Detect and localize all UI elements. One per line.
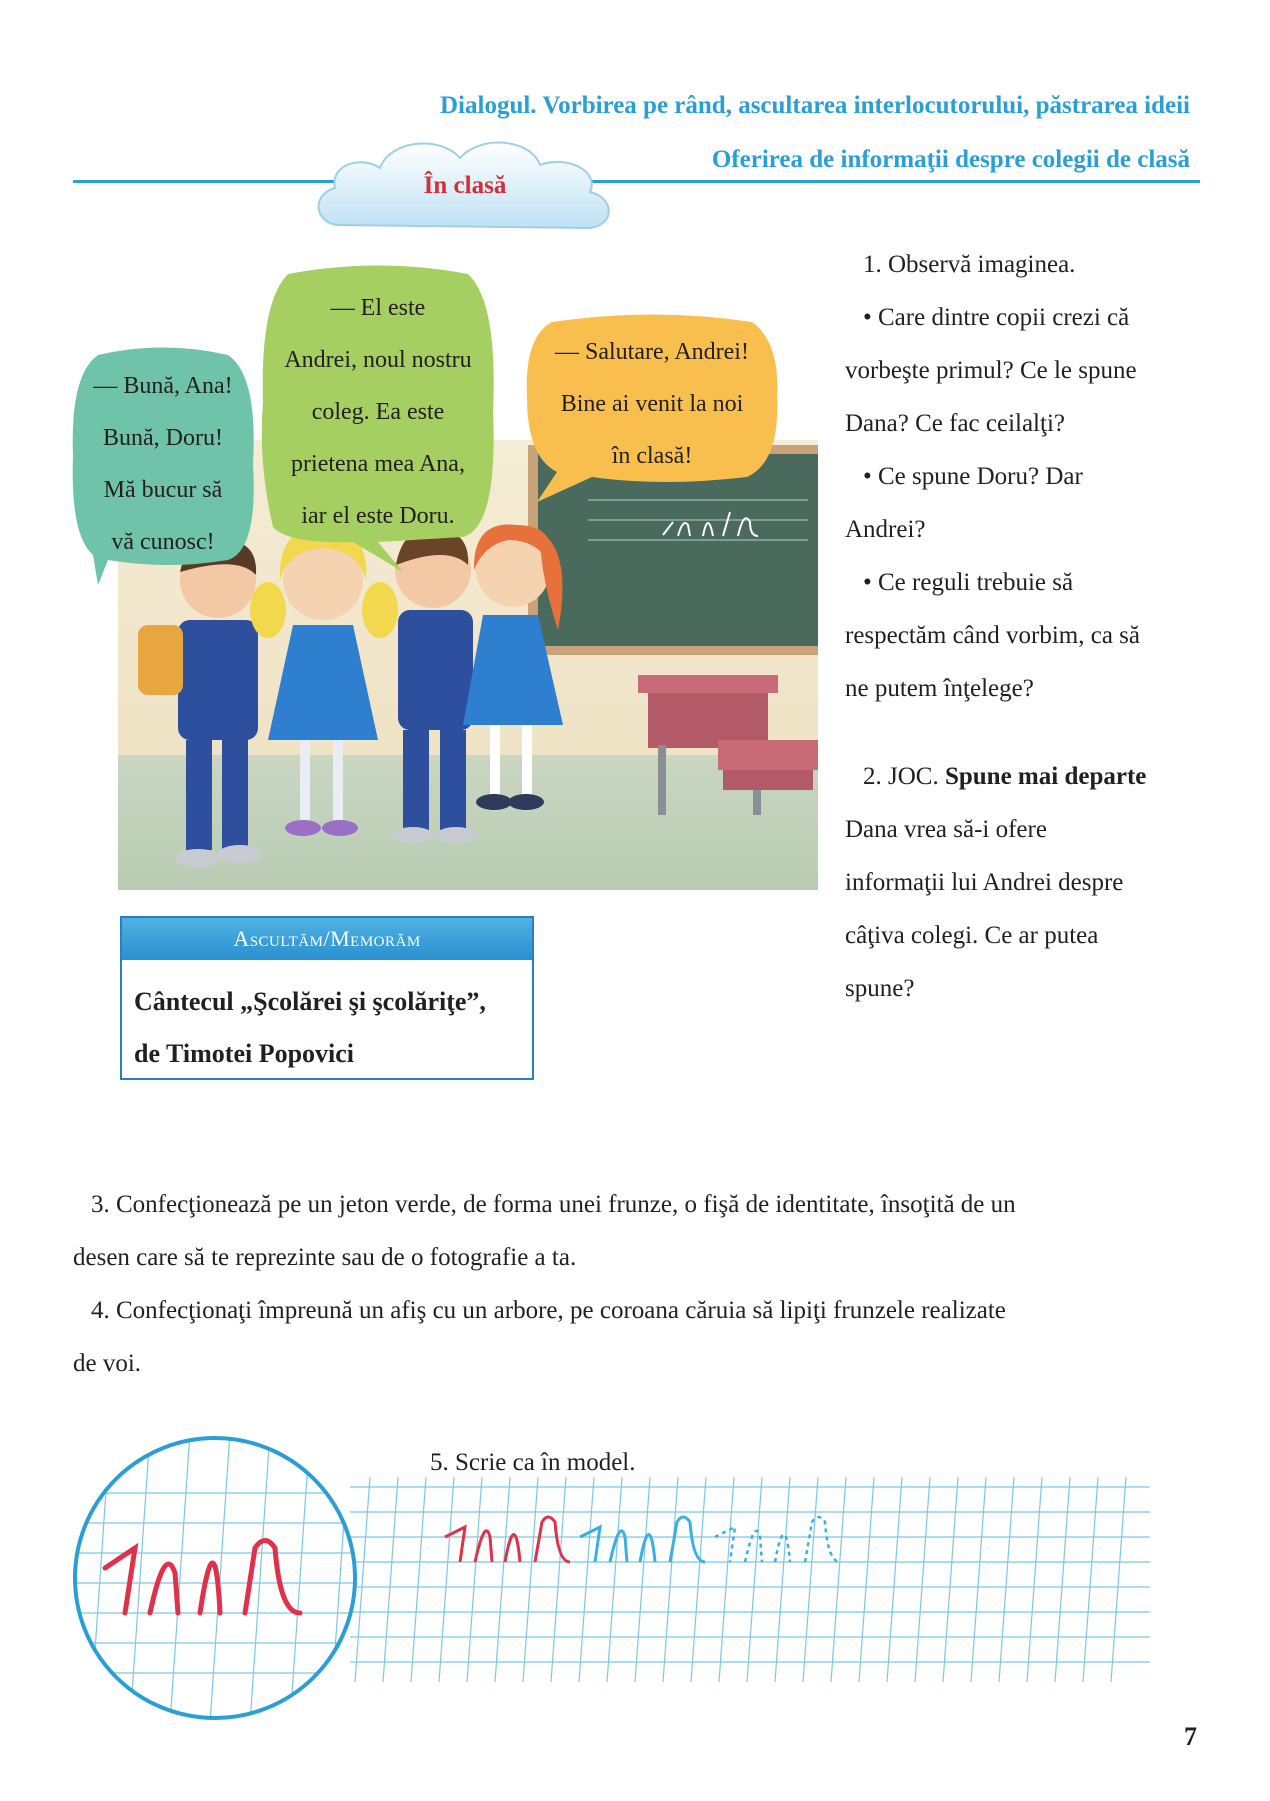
bubble-right-line: în clasă! xyxy=(611,443,693,469)
task-5-label: 5. Scrie ca în model. xyxy=(430,1449,636,1476)
speech-bubble-middle-text xyxy=(258,282,498,542)
page-number: 7 xyxy=(1184,1722,1197,1751)
task-1-line: • Care dintre copii crezi că xyxy=(863,304,1130,331)
task-2 xyxy=(845,750,1146,1015)
lesson-subtitle: Oferirea de informaţii despre colegii de clasă xyxy=(711,146,1190,173)
model-letters-red xyxy=(445,1517,570,1562)
bubble-middle-line: prietena mea Ana, xyxy=(291,451,465,477)
bubble-left-line: Mă bucur să xyxy=(103,477,223,503)
speech-bubble-left-text xyxy=(68,360,258,568)
task-2-game-title: Spune mai departe xyxy=(944,763,1147,790)
dotted-letters-blue xyxy=(715,1517,840,1562)
task-1-line: Andrei? xyxy=(845,516,926,543)
task-1-line: respectăm când vorbim, ca să xyxy=(845,622,1141,649)
task-2-line: informaţii lui Andrei despre xyxy=(845,869,1124,896)
task-3 xyxy=(73,1178,1016,1284)
memo-heading: Ascultăm/Memorăm xyxy=(122,918,532,960)
speech-bubble-right-text xyxy=(522,326,782,482)
task-2-line: Dana vrea să-i ofere xyxy=(845,816,1047,843)
bubble-right-line: — Salutare, Andrei! xyxy=(555,339,749,365)
task-1-line: • Ce reguli trebuie să xyxy=(863,569,1074,596)
model-circle xyxy=(70,1433,360,1723)
task-1-line: Dana? Ce fac ceilalţi? xyxy=(845,410,1065,437)
bubble-middle-line: coleg. Ea este xyxy=(311,399,445,425)
memo-box xyxy=(120,916,534,1080)
traced-letters-blue xyxy=(580,1517,705,1562)
task-1-line: 1. Observă imaginea. xyxy=(863,251,1076,278)
bubble-left-line: — Bună, Ana! xyxy=(93,373,233,399)
task-1-line: • Ce spune Doru? Dar xyxy=(863,463,1083,490)
writing-grid xyxy=(350,1477,1150,1682)
memo-text xyxy=(134,976,486,1080)
task-1-line: ne putem înţelege? xyxy=(845,675,1034,702)
bubble-left-line: vă cunosc! xyxy=(111,529,215,555)
bubble-middle-line: — El este xyxy=(330,295,426,321)
task-4-line: 4. Confecţionaţi împreună un afiş cu un arbore, pe coroana căruia să lipiţi frunzele realizate xyxy=(91,1297,1006,1324)
header-rule xyxy=(73,180,1200,183)
task-2-prefix: 2. JOC. xyxy=(863,763,945,790)
bubble-middle-line: Andrei, noul nostru xyxy=(284,347,472,373)
memo-line: de Timotei Popovici xyxy=(134,1039,355,1068)
task-1-line: vorbeşte primul? Ce le spune xyxy=(845,357,1137,384)
lesson-title: Dialogul. Vorbirea pe rând, ascultarea interlocutorului, păstrarea ideii xyxy=(440,92,1190,119)
bubble-left-line: Bună, Doru! xyxy=(103,425,223,451)
task-4 xyxy=(73,1284,1006,1390)
memo-line: Cântecul „Şcolărei şi şcolăriţe”, xyxy=(134,987,486,1016)
bubble-right-line: Bine ai venit la noi xyxy=(560,391,744,417)
bubble-middle-line: iar el este Doru. xyxy=(301,503,455,529)
task-2-line: câţiva colegi. Ce ar putea xyxy=(845,922,1099,949)
task-3-line: 3. Confecţionează pe un jeton verde, de forma unei frunze, o fişă de identitate, însoţită de un xyxy=(91,1191,1016,1218)
task-1 xyxy=(845,238,1140,715)
task-3-line: desen care să te reprezinte sau de o fotografie a ta. xyxy=(73,1244,577,1271)
task-4-line: de voi. xyxy=(73,1350,142,1377)
section-title: În clasă xyxy=(423,172,507,199)
task-2-line: spune? xyxy=(845,975,915,1002)
